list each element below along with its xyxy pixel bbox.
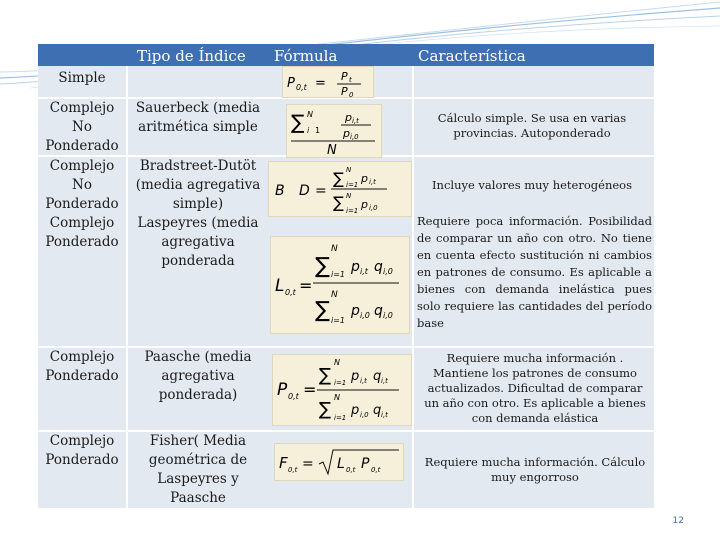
characteristic-sauerbeck: Cálculo simple. Se usa en varias provincias. Autoponderado xyxy=(437,111,627,140)
index-name-sauerbeck xyxy=(128,99,268,137)
characteristic-paasche: Requiere mucha información . Mantiene los patrones de consumo actualizados. Dificultad de comparar un año con otro. Es aplicable a bienes con demanda elástica xyxy=(424,351,646,425)
svg-text:D: D xyxy=(299,183,310,199)
svg-text:∑: ∑ xyxy=(315,298,330,323)
svg-text:L: L xyxy=(275,276,285,296)
column-divider xyxy=(412,66,414,508)
svg-text:=: = xyxy=(315,183,327,199)
row-class-line: Complejo xyxy=(49,433,115,449)
svg-text:N: N xyxy=(327,143,337,157)
svg-text:0,t: 0,t xyxy=(371,466,381,474)
index-name-line: Laspeyres y xyxy=(157,471,239,487)
svg-text:i,t: i,t xyxy=(381,411,388,419)
index-name-line: Paasche xyxy=(170,490,226,506)
svg-text:i,t: i,t xyxy=(360,377,367,385)
svg-text:p: p xyxy=(345,111,352,124)
index-name-line: Bradstreet-Dutöt xyxy=(139,158,257,174)
page-number: 12 xyxy=(672,516,684,526)
table-header xyxy=(38,44,654,66)
svg-text:i=1: i=1 xyxy=(334,414,347,422)
row-class-line: Simple xyxy=(58,70,106,86)
row-class-line: Complejo xyxy=(49,215,115,231)
svg-text:p: p xyxy=(361,198,368,211)
svg-text:N: N xyxy=(346,166,352,174)
index-name-line: geométrica de xyxy=(148,452,248,468)
svg-text:i,0: i,0 xyxy=(360,411,369,419)
row-class-line: Ponderado xyxy=(45,368,119,384)
svg-text:0,t: 0,t xyxy=(285,288,296,297)
index-name-line: Laspeyres (media xyxy=(137,215,259,231)
svg-text:L: L xyxy=(337,456,345,472)
svg-text:q: q xyxy=(374,259,383,275)
index-name-line: Sauerbeck (media xyxy=(135,100,261,116)
svg-text:q: q xyxy=(374,303,383,319)
svg-text:q: q xyxy=(373,369,382,384)
svg-text:B: B xyxy=(275,183,285,199)
characteristic-fisher: Requiere mucha información. Cálculo muy engorroso xyxy=(424,455,646,484)
svg-text:P: P xyxy=(341,70,348,83)
svg-text:i: i xyxy=(307,126,310,135)
svg-text:P: P xyxy=(341,85,348,97)
table-row-bradstreet xyxy=(38,157,126,214)
svg-text:=: = xyxy=(315,76,326,91)
formula-sauerbeck xyxy=(286,104,382,158)
svg-text:0,t: 0,t xyxy=(346,466,356,474)
svg-text:N: N xyxy=(334,393,340,402)
index-name-bradstreet xyxy=(128,157,268,214)
row-class-line: Complejo xyxy=(49,158,115,174)
svg-text:i=1: i=1 xyxy=(331,270,346,279)
index-name-line: agregativa xyxy=(161,234,235,250)
row-class-line: No xyxy=(72,177,92,193)
svg-text:=: = xyxy=(302,456,314,472)
svg-text:∑: ∑ xyxy=(333,193,344,212)
index-name-line: (media agregativa xyxy=(135,177,261,193)
svg-text:P: P xyxy=(287,76,295,91)
index-table xyxy=(38,44,654,508)
table-row-sauerbeck xyxy=(38,99,126,156)
svg-text:N: N xyxy=(346,192,352,200)
row-class-line: Complejo xyxy=(49,349,115,365)
characteristic-laspeyres: Requiere poca información. Posibilidad de comparar un año con otro. No tiene en cuenta efecto sustitución ni cambios en patrones de consumo. Es aplicable a bienes con demanda inelástica pues solo requiere las cantidades del período base xyxy=(417,214,652,330)
svg-text:N: N xyxy=(334,358,340,367)
table-row-fisher xyxy=(38,432,126,470)
svg-text:p: p xyxy=(351,369,360,384)
characteristic-bradstreet: Incluye valores muy heterogéneos xyxy=(432,178,632,192)
svg-text:p: p xyxy=(361,172,368,185)
svg-text:p: p xyxy=(351,403,360,418)
index-name-line: simple) xyxy=(172,196,224,212)
svg-text:0,t: 0,t xyxy=(288,466,298,474)
svg-text:i,0: i,0 xyxy=(360,311,370,320)
index-name-line: Fisher( Media xyxy=(149,433,247,449)
table-row-simple xyxy=(38,69,126,88)
header-caracteristica: Característica xyxy=(418,47,526,65)
svg-text:i,t: i,t xyxy=(369,178,376,186)
svg-text:∑: ∑ xyxy=(319,365,332,386)
svg-text:i=1: i=1 xyxy=(346,207,359,215)
index-name-line: aritmética simple xyxy=(138,119,258,135)
svg-text:p: p xyxy=(343,127,350,140)
svg-text:0: 0 xyxy=(349,91,354,97)
formula-fisher xyxy=(274,443,404,481)
formula-laspeyres xyxy=(270,236,410,334)
index-name-line: ponderada) xyxy=(158,387,238,403)
svg-text:p: p xyxy=(351,303,360,319)
svg-text:i,0: i,0 xyxy=(369,204,378,212)
svg-text:i,t: i,t xyxy=(352,117,359,125)
svg-text:q: q xyxy=(373,403,382,418)
row-class-line: Ponderado xyxy=(45,196,119,212)
svg-text:N: N xyxy=(331,290,338,300)
svg-text:∑: ∑ xyxy=(291,110,305,134)
svg-text:P: P xyxy=(277,380,288,400)
row-class-line: Ponderado xyxy=(45,234,119,250)
svg-text:i,0: i,0 xyxy=(383,267,393,276)
formula-paasche xyxy=(272,354,412,426)
row-class-line: Ponderado xyxy=(45,452,119,468)
svg-text:∑: ∑ xyxy=(319,399,332,420)
svg-text:i,0: i,0 xyxy=(350,133,359,141)
table-row-laspeyres xyxy=(38,214,126,252)
index-name-laspeyres xyxy=(128,214,268,271)
table-row-paasche xyxy=(38,348,126,386)
svg-text:0,t: 0,t xyxy=(296,83,307,92)
svg-text:i=1: i=1 xyxy=(334,379,347,387)
row-class-line: No xyxy=(72,119,92,135)
svg-text:t: t xyxy=(349,76,352,84)
formula-simple xyxy=(282,66,374,98)
svg-text:N: N xyxy=(307,110,313,119)
svg-text:P: P xyxy=(361,456,370,472)
index-name-paasche xyxy=(128,348,268,405)
index-name-line: agregativa xyxy=(161,368,235,384)
header-tipo: Tipo de Índice xyxy=(137,47,246,65)
index-name-fisher xyxy=(128,432,268,508)
formula-bradstreet xyxy=(268,161,412,217)
svg-text:∑: ∑ xyxy=(315,254,330,279)
svg-text:i,t: i,t xyxy=(381,377,388,385)
svg-text:i,0: i,0 xyxy=(383,311,393,320)
index-name-line: ponderada xyxy=(161,253,235,269)
header-formula: Fórmula xyxy=(274,47,338,65)
index-name-line: Paasche (media xyxy=(144,349,252,365)
svg-text:N: N xyxy=(331,244,338,254)
svg-text:0,t: 0,t xyxy=(288,392,299,401)
svg-text:i,t: i,t xyxy=(360,267,368,276)
svg-text:1: 1 xyxy=(315,126,321,135)
svg-text:i=1: i=1 xyxy=(346,181,359,189)
svg-text:=: = xyxy=(299,276,313,295)
svg-text:i=1: i=1 xyxy=(331,316,346,325)
svg-text:F: F xyxy=(279,454,288,472)
row-class-line: Ponderado xyxy=(45,138,119,154)
svg-text:=: = xyxy=(303,380,317,399)
svg-text:p: p xyxy=(351,259,360,275)
svg-text:∑: ∑ xyxy=(333,169,344,188)
row-class-line: Complejo xyxy=(49,100,115,116)
